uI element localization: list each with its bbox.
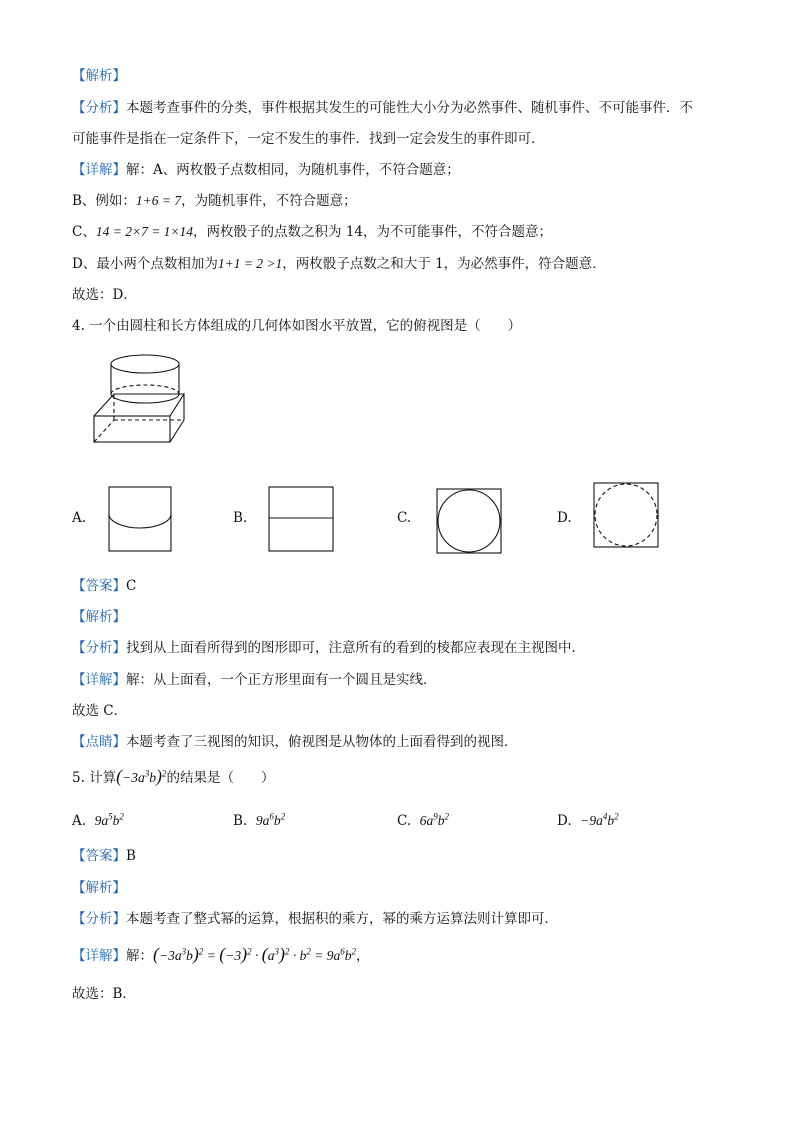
q4-option-d-figure [593,482,659,548]
q4-guxuan: 故选 C． [72,703,128,719]
q5-expression: $(-3a^3b)^2$ [116,766,167,786]
q4-option-c-label: C. [397,510,412,526]
q4-option-b-label: B. [233,510,248,526]
q5-option-d: D. $-9a^4b^2$ [557,811,619,829]
q4-option-a-label: A. [72,510,87,526]
q5-option-b: B. $9a^6b^2$ [233,811,286,829]
q4-option-c-figure [436,488,502,554]
q3-fenxi-line2: 可能事件是指在一定条件下，一定不发生的事件．找到一定会发生的事件即可． [72,131,545,147]
q5-derivation: $(-3a^3b)^2 = (-3)^2 \cdot (a^3)^2 \cdot b^2 = 9a^6b^2$ [153,944,356,964]
q4-jiexi-heading: 【解析】 [72,609,126,625]
q3-option-b-explain: B、例如：1+6 = 7，为随机事件，不符合题意； [72,193,357,209]
q4-solid-figure [88,350,194,446]
q3-fenxi-line1: 【分析】本题考查事件的分类，事件根据其发生的可能性大小分为必然事件、随机事件、不可能事件．不 [72,100,693,116]
q5-xiangjie: 【详解】解：$(-3a^3b)^2 = (-3)^2 \cdot (a^3)^2 \cdot b^2 = 9a^6b^2$， [72,944,370,964]
q5-answer: 【答案】B [72,848,136,864]
q5-option-a: A. $9a^5b^2$ [72,811,124,829]
q4-option-a-figure [108,486,172,552]
q4-question: 4. 一个由圆柱和长方体组成的几何体如图水平放置，它的俯视图是（ ） [72,318,522,334]
q5-question: 5. 计算$(-3a^3b)^2$的结果是（ ） [72,766,275,786]
q3-guxuan: 故选：D． [72,287,137,303]
q3-option-d-explain: D、最小两个点数相加为1+1 = 2 >1，两枚骰子点数之和大于 1，为必然事件，符合题意． [72,256,606,272]
q3-jiexi-heading: 【解析】 [72,68,126,84]
q5-option-c: C. $6a^9b^2$ [397,811,449,829]
q4-option-b-figure [268,486,334,552]
q4-option-d-label: D. [557,510,572,526]
q4-dianjing: 【点睛】本题考查了三视图的知识，俯视图是从物体的上面看得到的视图． [72,734,518,750]
q5-jiexi-heading: 【解析】 [72,880,126,896]
q4-fenxi: 【分析】找到从上面看所得到的图形即可，注意所有的看到的棱都应表现在主视图中． [72,640,585,656]
q4-xiangjie: 【详解】解：从上面看，一个正方形里面有一个圆且是实线． [72,672,437,688]
q3-option-c-explain: C、14 = 2×7 = 1×14，两枚骰子的点数之积为 14，为不可能事件，不符合题意； [72,224,553,240]
q5-guxuan: 故选：B． [72,986,136,1002]
q5-fenxi: 【分析】本题考查了整式幂的运算，根据积的乘方，幂的乘方运算法则计算即可． [72,911,558,927]
q3-xiangjie: 【详解】解：A、两枚骰子点数相同，为随机事件，不符合题意； [72,162,460,178]
q4-answer: 【答案】C [72,578,137,594]
